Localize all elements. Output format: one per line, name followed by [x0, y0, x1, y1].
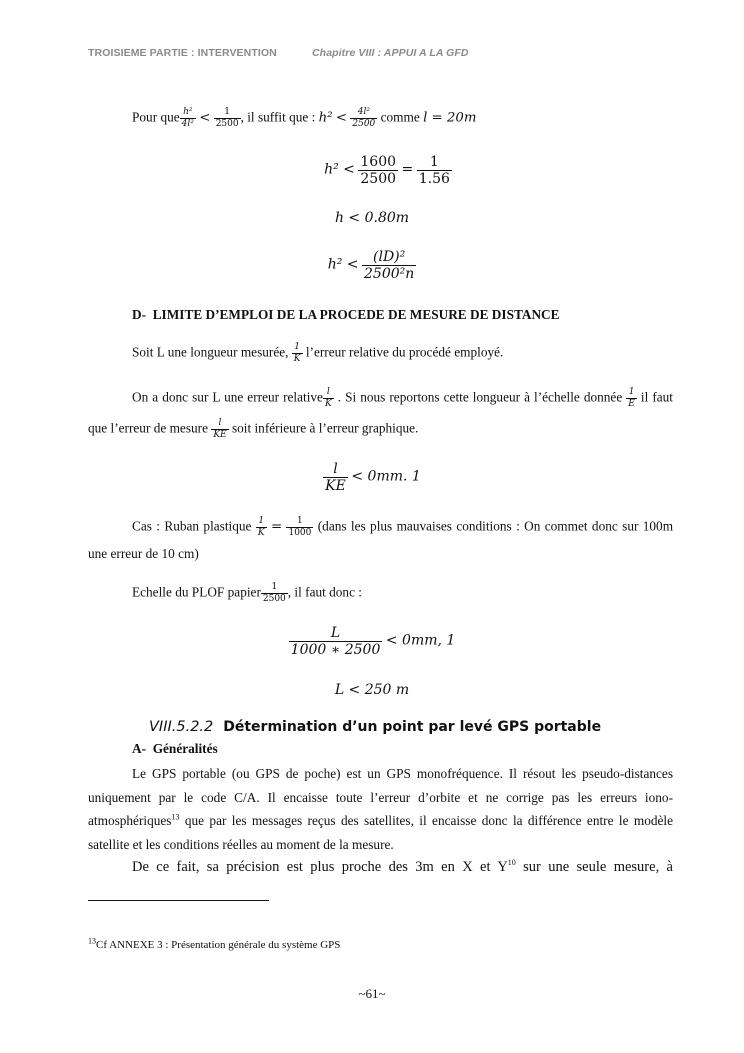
frac-den: 1000 — [288, 528, 312, 538]
text: , il faut donc : — [287, 584, 363, 600]
frac-den: 2500 — [360, 171, 397, 187]
lt-sign: < — [199, 110, 211, 126]
section-viii-5-2-2-heading — [149, 719, 601, 735]
section-title: LIMITE D’EMPLOI DE LA PROCEDE DE MESURE DE DISTANCE — [152, 307, 560, 322]
fraction-1-over-E — [626, 388, 637, 409]
section-d-heading — [132, 307, 560, 323]
fraction-lD-2500n — [362, 250, 416, 281]
eq-rhs: < 0mm. 1 — [351, 468, 421, 485]
frac-num: 1 — [294, 342, 301, 352]
fraction-1-over-K — [292, 343, 303, 364]
text: sur une seule mesure, à — [515, 859, 673, 875]
section-title: Généralités — [152, 741, 218, 756]
fraction-1-over-K — [256, 517, 267, 538]
paragraph-on-a-donc-line1 — [132, 388, 673, 409]
text: que par les messages reçus des satellites, il encaisse donc la différence entre le modèle satellite et les conditions réelles au moment de la mesure. — [88, 813, 673, 852]
page-number: ~61~ — [358, 986, 386, 1001]
frac-num: h² — [183, 107, 193, 117]
fraction-l-over-K — [323, 388, 334, 409]
frac-num: l — [326, 387, 330, 397]
frac-num: 1 — [297, 516, 303, 526]
comme-text: comme — [380, 109, 420, 125]
frac-den: 2500 — [262, 594, 286, 604]
frac-num: 4l² — [357, 107, 370, 117]
frac-num: (lD)² — [373, 249, 406, 265]
section-number: VIII.5.2.2 — [149, 719, 214, 735]
fraction-1600-2500 — [358, 155, 398, 186]
frac-num: 1 — [224, 107, 230, 117]
paragraph-cas-line1 — [132, 517, 673, 538]
pour-que-text: Pour que — [132, 109, 180, 125]
h2-symbol: h² — [318, 110, 333, 126]
frac-den: 1.56 — [418, 171, 450, 187]
text: Cas : Ruban plastique — [132, 518, 252, 534]
footnote-text: Cf ANNEXE 3 : Présentation générale du système GPS — [96, 939, 341, 951]
footnote-rule — [88, 900, 269, 901]
paragraph-cas-line2: une erreur de 10 cm) — [88, 546, 199, 561]
fraction-1-over-1000 — [286, 517, 313, 538]
equation-L-1000x2500 — [0, 626, 744, 657]
frac-den: 4l² — [181, 119, 194, 129]
paragraph-echelle — [132, 583, 362, 604]
text: (dans les plus mauvaises conditions : On commet donc sur 100m — [317, 518, 674, 534]
text: Echelle du PLOF papier — [132, 584, 261, 600]
paragraph-precision — [132, 859, 673, 876]
eq-rhs: < 0mm, 1 — [385, 632, 456, 649]
frac-num: 1 — [258, 516, 265, 526]
eq-lhs: h² < — [327, 256, 359, 273]
eq-lhs: h² < — [324, 161, 355, 178]
equation-h2-1600 — [0, 155, 744, 186]
text: De ce fait, sa précision est plus proche des 3m en X et Y — [132, 859, 508, 875]
frac-num: 1 — [628, 387, 635, 397]
equation-L-lt-250: L < 250 m — [334, 682, 410, 698]
condition-line — [132, 108, 476, 129]
frac-num: 1 — [429, 154, 439, 170]
text: il faut — [640, 389, 674, 405]
lt-sign: < — [335, 110, 348, 126]
frac-num: 1 — [271, 582, 278, 592]
frac-den: KE — [213, 430, 227, 440]
section-a-heading — [132, 741, 218, 757]
header-chapter: Chapitre VIII : APPUI A LA GFD — [312, 47, 469, 59]
frac-den: 2500 — [352, 119, 376, 129]
frac-num: l — [218, 418, 222, 428]
text: Le GPS portable (ou GPS de poche) est un GPS monofréquence. Il résout les pseudo-distances uniquement par le code C/A. Il encaisse toute l’erreur d’orbite et ne corrige pas les erreurs iono-atmosphériques — [88, 766, 673, 829]
text: que l’erreur de mesure — [88, 420, 208, 436]
section-label: D- — [132, 307, 147, 322]
frac-den: KE — [325, 478, 346, 494]
section-label: A- — [132, 741, 147, 756]
frac-den: 2500²n — [364, 266, 415, 282]
frac-den: 2500 — [215, 119, 239, 129]
fraction-1-over-2500 — [261, 583, 288, 604]
suffit-text: , il suffit que : — [240, 109, 316, 125]
frac-num: L — [330, 625, 341, 641]
text: On a donc sur L une erreur relative — [132, 389, 323, 405]
fraction-4l2-over-2500 — [350, 108, 377, 129]
text: l’erreur relative du procédé employé. — [305, 344, 504, 360]
equation-h-lt-080: h < 0.80m — [334, 210, 410, 226]
frac-den: K — [293, 354, 301, 364]
fraction-h2-over-4l2 — [180, 108, 196, 129]
equals-sign: = — [270, 519, 283, 535]
equation-h2-lD — [0, 250, 744, 281]
text: Soit L une longueur mesurée, — [132, 344, 289, 360]
frac-num: l — [333, 461, 338, 477]
paragraph-on-a-donc-line2 — [88, 419, 418, 440]
footnote — [88, 936, 341, 951]
footnote-ref: 13 — [171, 812, 180, 822]
fraction-l-KE — [323, 462, 348, 493]
section-title: Détermination d’un point par levé GPS portable — [223, 719, 602, 735]
equals-sign: = — [401, 161, 414, 178]
fraction-1-over-2500 — [214, 108, 241, 129]
l-equals: l = 20m — [423, 110, 477, 126]
frac-den: E — [628, 399, 635, 409]
footnote-mark: 13 — [88, 936, 96, 946]
frac-num: 1600 — [360, 154, 397, 170]
frac-den: K — [257, 528, 265, 538]
text: soit inférieure à l’erreur graphique. — [231, 420, 419, 436]
equation-l-KE — [0, 462, 744, 493]
superscript: 10 — [507, 858, 516, 868]
paragraph-soit — [132, 343, 503, 364]
paragraph-gps-portable — [88, 762, 673, 856]
frac-den: 1000 ∗ 2500 — [290, 642, 381, 658]
fraction-1-1.56 — [417, 155, 452, 186]
header-part: TROISIEME PARTIE : INTERVENTION — [88, 47, 277, 59]
fraction-L-1000x2500 — [289, 626, 383, 657]
frac-den: K — [324, 399, 332, 409]
text: . Si nous reportons cette longueur à l’échelle donnée — [337, 389, 623, 405]
fraction-l-over-KE — [211, 419, 228, 440]
